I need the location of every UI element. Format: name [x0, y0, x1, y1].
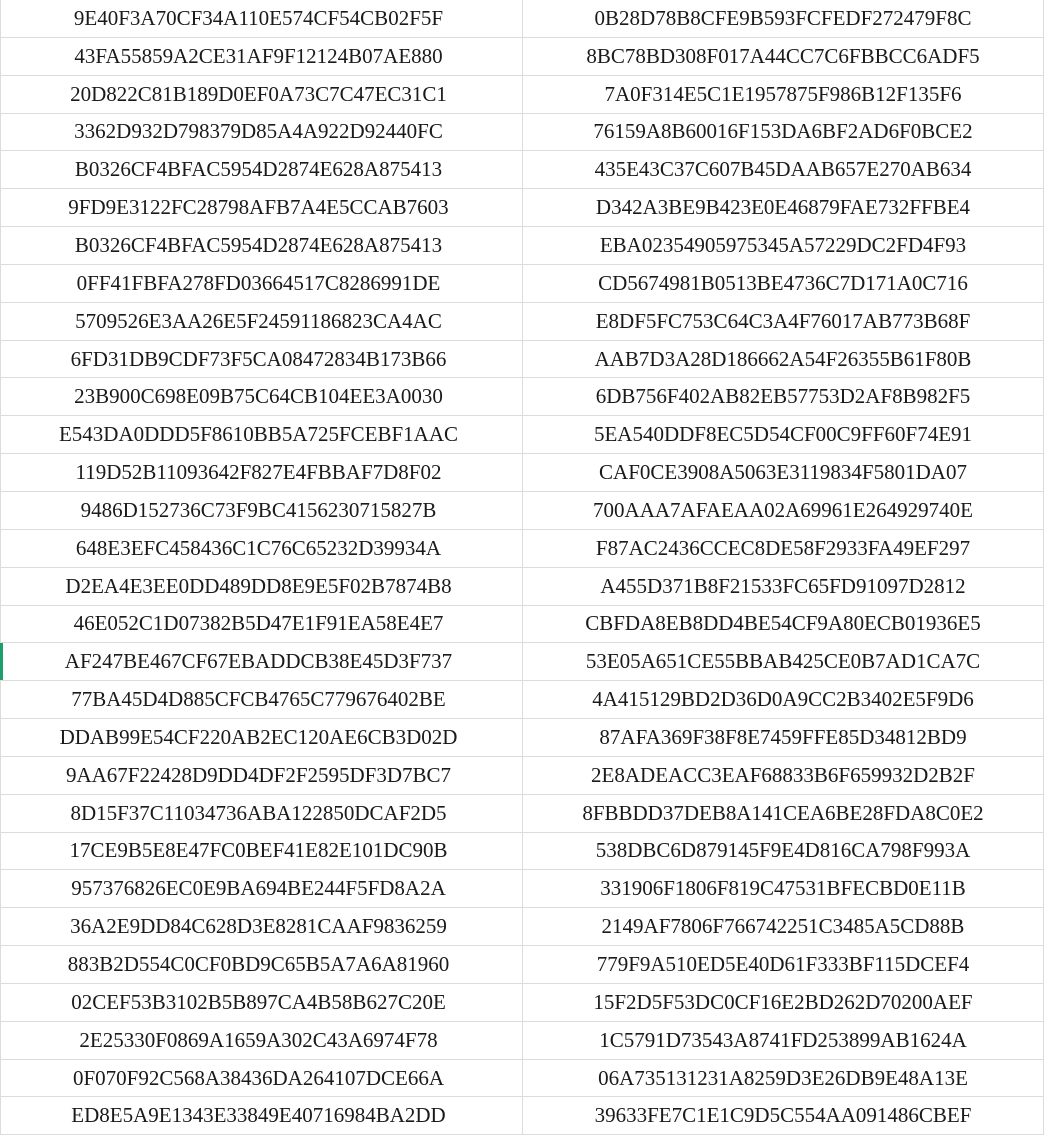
table-row — [0, 530, 1044, 568]
cell-col-b[interactable]: 8BC78BD308F017A44CC7C6FBBCC6ADF5 — [523, 38, 1044, 75]
table-row — [0, 757, 1044, 795]
table-row — [0, 568, 1044, 606]
cell-col-a[interactable]: E543DA0DDD5F8610BB5A725FCEBF1AAC — [0, 416, 523, 453]
table-row — [0, 303, 1044, 341]
table-row — [0, 492, 1044, 530]
cell-col-b[interactable]: 4A415129BD2D36D0A9CC2B3402E5F9D6 — [523, 681, 1044, 718]
table-row — [0, 265, 1044, 303]
table-row — [0, 719, 1044, 757]
cell-col-b[interactable]: 76159A8B60016F153DA6BF2AD6F0BCE2 — [523, 114, 1044, 151]
table-row — [0, 227, 1044, 265]
cell-col-a[interactable]: 9486D152736C73F9BC4156230715827B — [0, 492, 523, 529]
cell-col-a[interactable]: 6FD31DB9CDF73F5CA08472834B173B66 — [0, 341, 523, 378]
cell-col-b[interactable]: 331906F1806F819C47531BFECBD0E11B — [523, 870, 1044, 907]
table-row — [0, 1022, 1044, 1060]
cell-col-b[interactable]: A455D371B8F21533FC65FD91097D2812 — [523, 568, 1044, 605]
cell-col-a[interactable]: DDAB99E54CF220AB2EC120AE6CB3D02D — [0, 719, 523, 756]
cell-col-b[interactable]: 2E8ADEACC3EAF68833B6F659932D2B2F — [523, 757, 1044, 794]
cell-col-b[interactable]: 8FBBDD37DEB8A141CEA6BE28FDA8C0E2 — [523, 795, 1044, 832]
table-row — [0, 1060, 1044, 1098]
cell-col-a[interactable]: 119D52B11093642F827E4FBBAF7D8F02 — [0, 454, 523, 491]
table-row — [0, 38, 1044, 76]
table-row — [0, 0, 1044, 38]
cell-col-a[interactable]: 0F070F92C568A38436DA264107DCE66A — [0, 1060, 523, 1097]
cell-col-a[interactable]: 957376826EC0E9BA694BE244F5FD8A2A — [0, 870, 523, 907]
cell-col-a[interactable]: 9E40F3A70CF34A110E574CF54CB02F5F — [0, 0, 523, 37]
cell-col-b[interactable]: 538DBC6D879145F9E4D816CA798F993A — [523, 833, 1044, 870]
table-row — [0, 454, 1044, 492]
cell-col-b[interactable]: E8DF5FC753C64C3A4F76017AB773B68F — [523, 303, 1044, 340]
table-row — [0, 606, 1044, 644]
cell-col-a[interactable]: 883B2D554C0CF0BD9C65B5A7A6A81960 — [0, 946, 523, 983]
cell-col-b[interactable]: 87AFA369F38F8E7459FFE85D34812BD9 — [523, 719, 1044, 756]
cell-col-a[interactable]: 77BA45D4D885CFCB4765C779676402BE — [0, 681, 523, 718]
cell-col-b[interactable]: 15F2D5F53DC0CF16E2BD262D70200AEF — [523, 984, 1044, 1021]
cell-col-b[interactable]: EBA02354905975345A57229DC2FD4F93 — [523, 227, 1044, 264]
table-row — [0, 833, 1044, 871]
table-row — [0, 870, 1044, 908]
cell-col-b[interactable]: F87AC2436CCEC8DE58F2933FA49EF297 — [523, 530, 1044, 567]
table-row — [0, 416, 1044, 454]
cell-col-b[interactable]: 39633FE7C1E1C9D5C554AA091486CBEF — [523, 1097, 1044, 1134]
cell-col-a[interactable]: 9FD9E3122FC28798AFB7A4E5CCAB7603 — [0, 189, 523, 226]
table-row — [0, 908, 1044, 946]
cell-col-a[interactable]: 02CEF53B3102B5B897CA4B58B627C20E — [0, 984, 523, 1021]
active-row-indicator — [0, 643, 3, 680]
cell-col-a[interactable]: 9AA67F22428D9DD4DF2F2595DF3D7BC7 — [0, 757, 523, 794]
cell-col-a[interactable]: 5709526E3AA26E5F24591186823CA4AC — [0, 303, 523, 340]
cell-col-b[interactable]: 2149AF7806F766742251C3485A5CD88B — [523, 908, 1044, 945]
table-row — [0, 681, 1044, 719]
cell-col-a[interactable]: 3362D932D798379D85A4A922D92440FC — [0, 114, 523, 151]
cell-col-a[interactable]: B0326CF4BFAC5954D2874E628A875413 — [0, 227, 523, 264]
table-row — [0, 151, 1044, 189]
cell-col-b[interactable]: AAB7D3A28D186662A54F26355B61F80B — [523, 341, 1044, 378]
table-row — [0, 1097, 1044, 1135]
cell-col-a[interactable]: 8D15F37C11034736ABA122850DCAF2D5 — [0, 795, 523, 832]
cell-col-a[interactable]: 23B900C698E09B75C64CB104EE3A0030 — [0, 378, 523, 415]
cell-col-b[interactable]: 779F9A510ED5E40D61F333BF115DCEF4 — [523, 946, 1044, 983]
cell-col-a[interactable]: 36A2E9DD84C628D3E8281CAAF9836259 — [0, 908, 523, 945]
cell-col-a[interactable]: 20D822C81B189D0EF0A73C7C47EC31C1 — [0, 76, 523, 113]
cell-col-b[interactable]: 0B28D78B8CFE9B593FCFEDF272479F8C — [523, 0, 1044, 37]
cell-col-a[interactable]: 2E25330F0869A1659A302C43A6974F78 — [0, 1022, 523, 1059]
cell-col-b[interactable]: 06A735131231A8259D3E26DB9E48A13E — [523, 1060, 1044, 1097]
cell-col-b[interactable]: 5EA540DDF8EC5D54CF00C9FF60F74E91 — [523, 416, 1044, 453]
cell-col-a[interactable]: D2EA4E3EE0DD489DD8E9E5F02B7874B8 — [0, 568, 523, 605]
cell-col-a[interactable]: AF247BE467CF67EBADDCB38E45D3F737 — [0, 643, 523, 680]
table-row — [0, 378, 1044, 416]
cell-col-a[interactable]: 46E052C1D07382B5D47E1F91EA58E4E7 — [0, 606, 523, 643]
table-row — [0, 984, 1044, 1022]
table-row — [0, 114, 1044, 152]
cell-col-a[interactable]: 0FF41FBFA278FD03664517C8286991DE — [0, 265, 523, 302]
table-row — [0, 946, 1044, 984]
cell-col-b[interactable]: 1C5791D73543A8741FD253899AB1624A — [523, 1022, 1044, 1059]
cell-col-a[interactable]: B0326CF4BFAC5954D2874E628A875413 — [0, 151, 523, 188]
table-row — [0, 189, 1044, 227]
cell-col-b[interactable]: 7A0F314E5C1E1957875F986B12F135F6 — [523, 76, 1044, 113]
table-row — [0, 341, 1044, 379]
cell-col-b[interactable]: CD5674981B0513BE4736C7D171A0C716 — [523, 265, 1044, 302]
table-row — [0, 76, 1044, 114]
cell-col-a[interactable]: 17CE9B5E8E47FC0BEF41E82E101DC90B — [0, 833, 523, 870]
cell-col-a[interactable]: 648E3EFC458436C1C76C65232D39934A — [0, 530, 523, 567]
cell-col-b[interactable]: D342A3BE9B423E0E46879FAE732FFBE4 — [523, 189, 1044, 226]
cell-col-a[interactable]: 43FA55859A2CE31AF9F12124B07AE880 — [0, 38, 523, 75]
cell-col-b[interactable]: 53E05A651CE55BBAB425CE0B7AD1CA7C — [523, 643, 1044, 680]
cell-col-b[interactable]: CBFDA8EB8DD4BE54CF9A80ECB01936E5 — [523, 606, 1044, 643]
cell-col-a[interactable]: ED8E5A9E1343E33849E40716984BA2DD — [0, 1097, 523, 1134]
cell-col-b[interactable]: 700AAA7AFAEAA02A69961E264929740E — [523, 492, 1044, 529]
cell-col-b[interactable]: 435E43C37C607B45DAAB657E270AB634 — [523, 151, 1044, 188]
cell-col-b[interactable]: 6DB756F402AB82EB57753D2AF8B982F5 — [523, 378, 1044, 415]
cell-col-b[interactable]: CAF0CE3908A5063E3119834F5801DA07 — [523, 454, 1044, 491]
table-row — [0, 643, 1044, 681]
table-row — [0, 795, 1044, 833]
